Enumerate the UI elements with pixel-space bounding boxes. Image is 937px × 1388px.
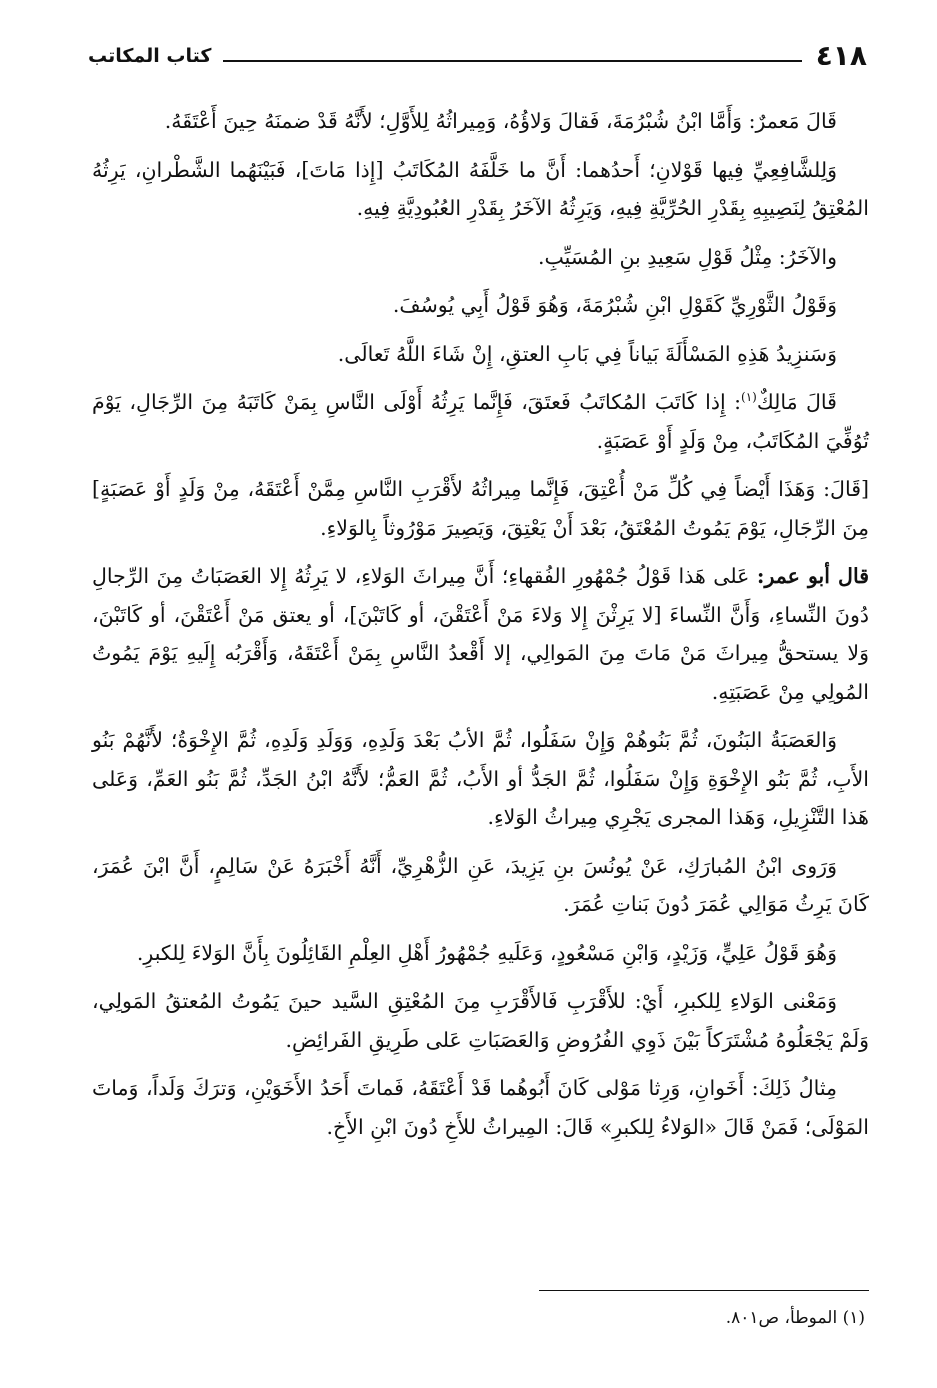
paragraph: وَمَعْنى الوَلاءِ لِلكبرِ، أَيْ: للأَقْرَبِ فَالأَقْرَبِ مِنَ المُعْتِقِ السَّيد حينَ يَمُوتُ المُعتقُ المَولِي، وَلَمْ يَجْعَلُوهُ مُشْتَرَكاً بَيْنَ ذَوِي الفُرُوضِ وَالعَصَبَاتِ عَلى طَرِيقِ الفَرائِضِ.: [92, 989, 869, 1052]
paragraph: قَالَ مَعمرٌ: وَأَمَّا ابْنُ شُبْرُمَةَ، فَقالَ وَلاؤُهُ، وَمِيراثُهُ لِلأَوَّلِ؛ لأَنَّهُ قَدْ ضمنَهُ حِينَ أَعْتَقَهُ.: [164, 109, 837, 133]
running-header: [88, 38, 867, 74]
book-title: كتاب المكاتب: [88, 45, 212, 67]
paragraph-text-after: : إِذا كَاتَبَ المُكاتَبُ فَعتَقَ، فَإِنَّما يَرِثُهُ أَوْلَى النَّاسِ بِمَنْ كَاتَبَهُ مِنَ الرِّجَالِ، يَوْمَ تُوُفِّيَ المُكَاتَبُ، مِنْ وَلَدٍ أَوْ عَصَبَةٍ.: [92, 390, 869, 453]
paragraph: وَهُوَ قَوْلُ عَلِيٍّ، وَزَيْدٍ، وَابْنِ مَسْعُودٍ، وَعَلَيهِ جُمْهُورُ أَهْلِ العِلْمِ القَائِلُونَ بِأَنَّ الوَلاءَ لِلكبرِ.: [136, 940, 837, 965]
footnote: (١) الموطأ، ص٨٠١.: [725, 1308, 865, 1328]
main-text: [92, 102, 869, 1156]
paragraph-text: عَلى هَذا قَوْلُ جُمْهُورِ الفُقهاءِ؛ أَنَّ مِيراثَ الوَلاءِ، لا يَرِثُهُ إِلا العَصَبَاتُ مِنَ الرِّجالِ دُونَ النِّساءِ، وَأَنَّ النِّساءَ [لا يَرِثْنَ إِلا وَلاءَ مَنْ أَعْتَقْنَ، أو كَاتَبْنَ]، أو يعتق مَنْ أَعْتَقْنَ، أو كَاتَبْنَ، وَلا يستحقُّ مِيراثَ مَنْ مَاتَ مِنَ المَوالِي، إلا أَقْعدُ النَّاسِ بِمَنْ أَعْتَقَهُ، وَأَقْرَبُه إِلَيهِ يَوْمَ يَمُوتُ المُولِي مِنْ عَصَبَتِهِ.: [92, 564, 869, 704]
header-rule: [223, 60, 801, 62]
paragraph: وَسَنزِيدُ هَذِهِ المَسْأَلَةَ بَياناً فِي بَابِ العتقِ، إِنْ شَاءَ اللَّهُ تَعالَى.: [337, 341, 837, 366]
footnote-rule: [539, 1290, 869, 1291]
paragraph: وَقَوْلُ الثَّوْرِيِّ كَقَوْلِ ابْنِ شُبْرُمَةَ، وَهُوَ قَوْلُ أَبِي يُوسُفَ.: [392, 293, 837, 317]
paragraph-text-before: قَالَ مَالِكٌ: [756, 390, 837, 414]
paragraph: وَلِلشَّافِعِيِّ فِيها قَوْلانِ؛ أَحدُهما: أَنَّ ما خَلَّفَهُ المُكَاتَبُ [إِذا مَاتَ]، فَبَيْنَهُما الشَّطْرانِ، يَرِثُهُ المُعْتِقُ لِنَصِيبِهِ بِقَدْرِ الحُرِّيَّةِ فِيهِ، وَيَرِثُهُ الآخَرُ بِقَدْرِ العُبُودِيَّةِ فِيهِ.: [92, 157, 869, 220]
speaker-lead: قال أبو عمر:: [756, 564, 869, 588]
paragraph: وَرَوى ابْنُ المُبارَكِ، عَنْ يُونُسَ بنِ يَزِيدَ، عَنِ الزُّهْرِيِّ، أَنَّهُ أَخْبَرَهُ عَنْ سَالِمٍ، أَنَّ ابْنَ عُمَرَ، كَانَ يَرِثُ مَوَالِي عُمَرَ دُونَ بَناتِ عُمَرَ.: [92, 853, 869, 916]
paragraph: والآخَرُ: مِثْلُ قَوْلِ سَعِيدِ بنِ المُسَيِّبِ.: [538, 244, 837, 269]
page-number: ٤١٨: [815, 39, 867, 72]
paragraph: [92, 557, 869, 711]
paragraph: وَالعَصَبَةُ البَنُونَ، ثُمَّ بَنُوهُمْ وَإِنْ سَفَلُوا، ثُمَّ الأبُ بَعْدَ وَلَدِهِ، وَوَلَدِ وَلَدِهِ، ثُمَّ الإِخْوَةُ؛ لأَنَّهُمْ بَنُو الأَبِ، ثُمَّ بَنُو الإِخْوَةِ وَإِنْ سَفَلُوا، ثُمَّ الجَدُّ أو الأَبُ، ثُمَّ العَمُّ؛ لأَنَّهُ ابْنُ الجَدِّ، ثُمَّ بَنُو العَمِّ، وَعَلى هَذا التَّنْزِيلِ، وَهَذا المجرى يَجْرِي مِيراثُ الوَلاءِ.: [92, 728, 869, 829]
paragraph: [92, 383, 869, 460]
paragraph: [قَالَ: وَهَذَا أَيْضاً فِي كُلِّ مَنْ أُعْتِقَ، فَإِنَّما مِيراثُهُ لأَقْرَبِ النَّاسِ مِمَّنْ أَعْتَقَهُ، مِنْ وَلَدٍ أَوْ عَصَبَةٍ] مِنَ الرِّجَالِ، يَوْمَ يَمُوتُ المُعْتَقُ، بَعْدَ أَنْ يَعْتِقَ، وَيَصِيرَ مَوْرُوثاً بِالوَلاءِ.: [92, 477, 869, 540]
footnote-ref: (١): [741, 390, 757, 405]
paragraph: مِثالُ ذَلِكَ: أَخَوانِ، وَرِثا مَوْلى كَانَ أَبُوهُما قَدْ أَعْتَقَهُ، فَماتَ أَحَدُ الأَخَوَيْنِ، وَترَكَ وَلَداً، وَماتَ المَوْلَى؛ فَمَنْ قَالَ «الوَلاءُ لِلكبرِ» قَالَ: المِيراثُ للأَخِ دُونَ ابْنِ الأَخِ.: [92, 1076, 869, 1139]
